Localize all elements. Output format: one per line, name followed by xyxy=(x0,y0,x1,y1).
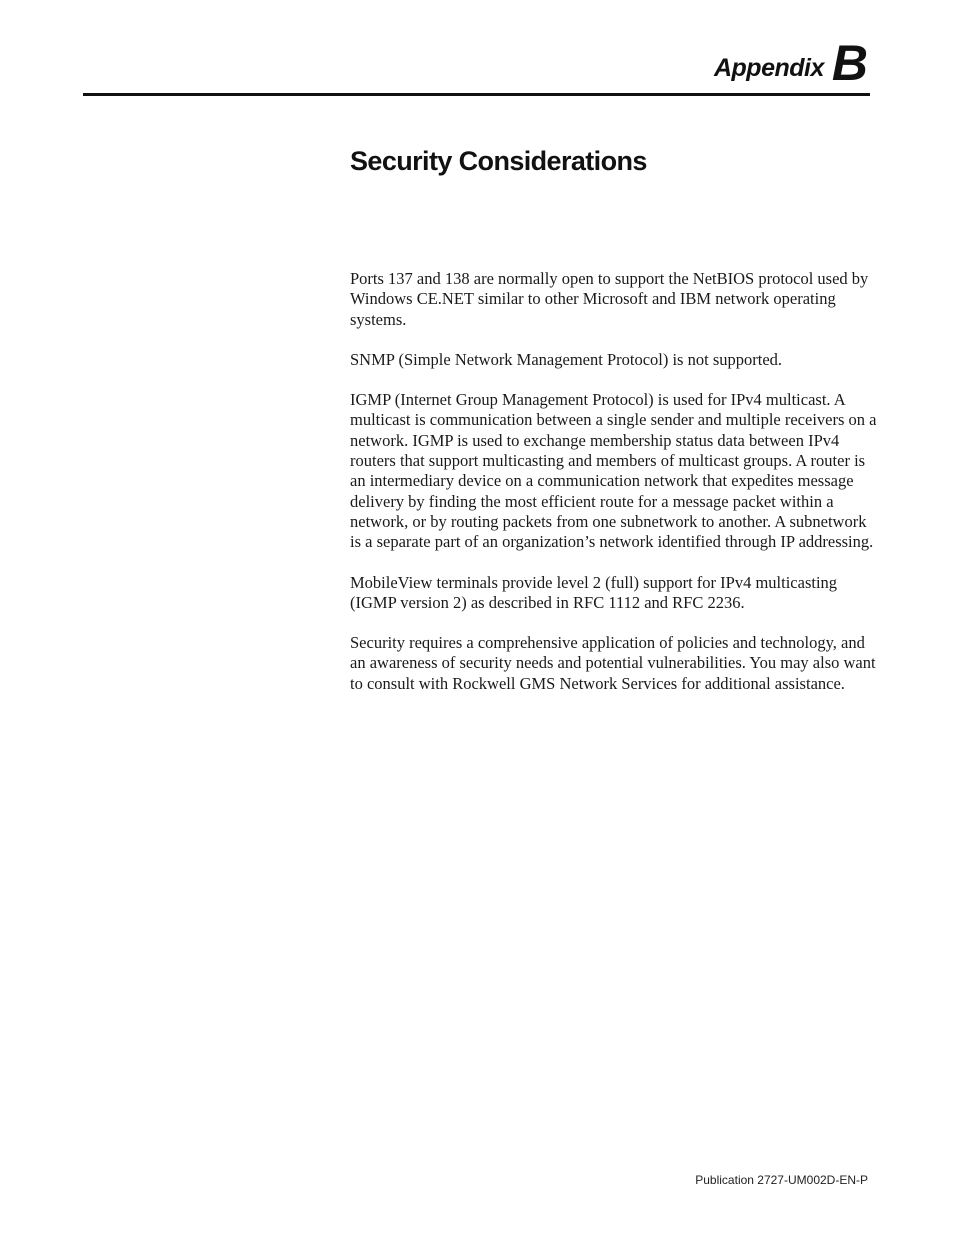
paragraph-snmp: SNMP (Simple Network Management Protocol) is not supported. xyxy=(350,349,783,369)
appendix-label: Appendix xyxy=(713,54,824,82)
appendix-heading xyxy=(713,30,868,91)
paragraph-netbios-ports: Ports 137 and 138 are normally open to support the NetBIOS protocol used by Windows CE.NET similar to other Microsoft and IBM network operating systems. xyxy=(350,269,869,329)
paragraph-security-policy: Security requires a comprehensive application of policies and technology, and an awareness of security needs and potential vulnerabilities. You may also want to consult with Rockwell GMS Network Services for additional assistance. xyxy=(350,633,876,693)
paragraph-mobileview-multicast: MobileView terminals provide level 2 (full) support for IPv4 multicasting (IGMP version 2) as described in RFC 1112 and RFC 2236. xyxy=(350,572,838,612)
publication-footer: Publication 2727-UM002D-EN-P xyxy=(695,1173,868,1187)
body-text xyxy=(350,269,878,714)
paragraph-igmp: IGMP (Internet Group Management Protocol) is used for IPv4 multicast. A multicast is communication between a single sender and multiple receivers on a network. IGMP is used to exchange membership status data between IPv4 routers that support multicasting and members of multicast groups. A router is an intermediary device on a communication network that expedites message delivery by finding the most efficient route for a message packet within a network, or by routing packets from one subnetwork to another. A subnetwork is a separate part of an organization’s network identified through IP addressing. xyxy=(350,390,877,552)
header-divider xyxy=(83,93,870,96)
appendix-letter: B xyxy=(831,35,868,91)
page-title: Security Considerations xyxy=(350,146,647,176)
